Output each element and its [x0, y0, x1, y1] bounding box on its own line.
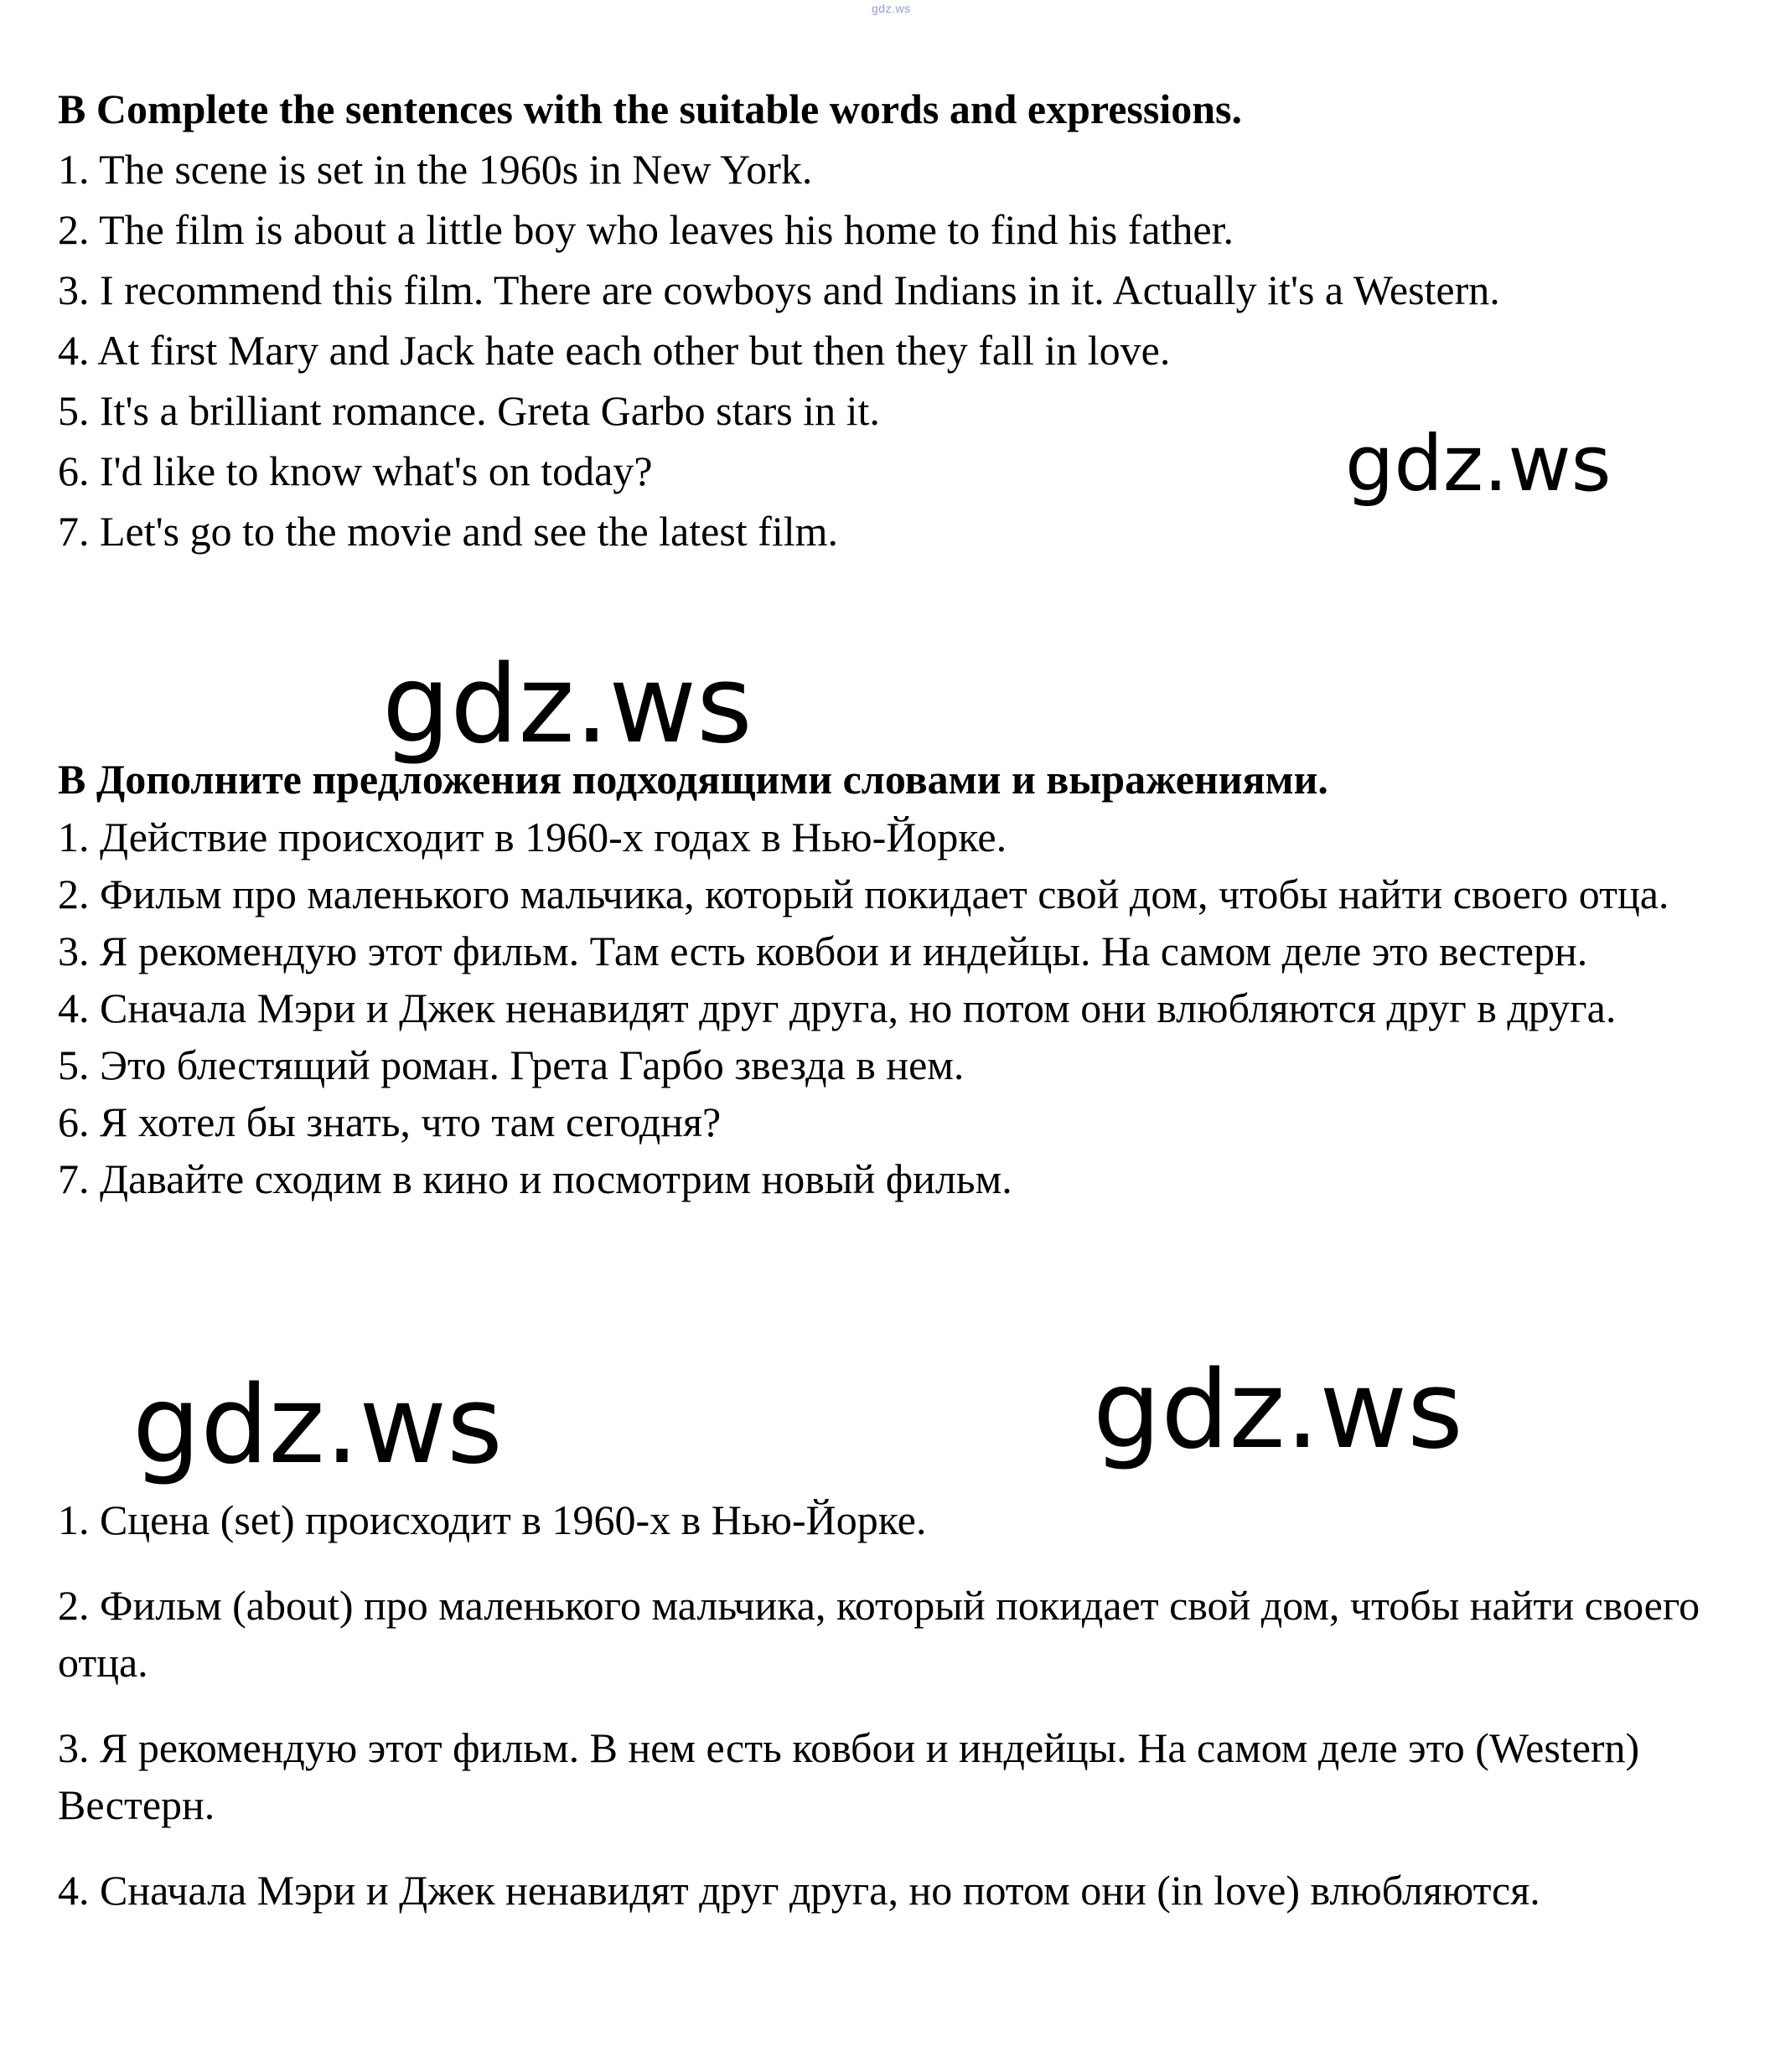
vocabulary-note: 4. Сначала Мэри и Джек ненавидят друг друга, но потом они (in love) влюбляются. — [58, 1867, 1540, 1914]
english-sentence: 2. The film is about a little boy who leaves his home to find his father. — [58, 206, 1234, 253]
watermark: gdz.ws — [132, 1363, 503, 1488]
russian-sentence: 2. Фильм про маленького мальчика, который покидает свой дом, чтобы найти своего отца. — [58, 871, 1669, 917]
english-sentence: 4. At first Mary and Jack hate each other but then they fall in love. — [58, 327, 1171, 374]
english-sentence: 5. It's a brilliant romance. Greta Garbo stars in it. — [58, 387, 880, 434]
english-sentence: 6. I'd like to know what's on today? — [58, 447, 653, 494]
english-exercise-heading: B Complete the sentences with the suitable words and expressions. — [58, 85, 1242, 132]
vocabulary-note: 3. Я рекомендую этот фильм. В нем есть ковбои и индейцы. На самом деле это (Western) Вестерн. — [58, 1724, 1640, 1828]
english-sentence: 3. I recommend this film. There are cowboys and Indians in it. Actually it's a Western. — [58, 266, 1500, 313]
russian-sentence: 7. Давайте сходим в кино и посмотрим новый фильм. — [58, 1155, 1012, 1202]
russian-sentence: 5. Это блестящий роман. Грета Гарбо звезда в нем. — [58, 1041, 965, 1088]
russian-translation-section — [58, 750, 1726, 1207]
watermark: gdz.ws — [1345, 419, 1612, 509]
english-sentence: 1. The scene is set in the 1960s in New York. — [58, 146, 813, 193]
russian-sentence: 1. Действие происходит в 1960-х годах в Нью-Йорке. — [58, 814, 1007, 860]
russian-sentence: 3. Я рекомендую этот фильм. Там есть ковбои и индейцы. На самом деле это вестерн. — [58, 927, 1588, 974]
watermark: gdz.ws — [382, 643, 753, 767]
vocabulary-note: 2. Фильм (about) про маленького мальчика, который покидает свой дом, чтобы найти своего отца. — [58, 1582, 1700, 1686]
vocabulary-note: 1. Сцена (set) происходит в 1960-х в Нью-Йорке. — [58, 1496, 927, 1543]
top-watermark: gdz.ws — [872, 2, 911, 15]
english-sentence: 7. Let's go to the movie and see the latest film. — [58, 508, 839, 555]
russian-sentence: 4. Сначала Мэри и Джек ненавидят друг друга, но потом они влюбляются друг в друга. — [58, 984, 1617, 1031]
watermark: gdz.ws — [1093, 1348, 1463, 1473]
russian-sentence: 6. Я хотел бы знать, что там сегодня? — [58, 1098, 722, 1145]
vocabulary-notes-section — [58, 1491, 1726, 1947]
russian-exercise-heading: В Дополните предложения подходящими словами и выражениями. — [58, 756, 1328, 803]
